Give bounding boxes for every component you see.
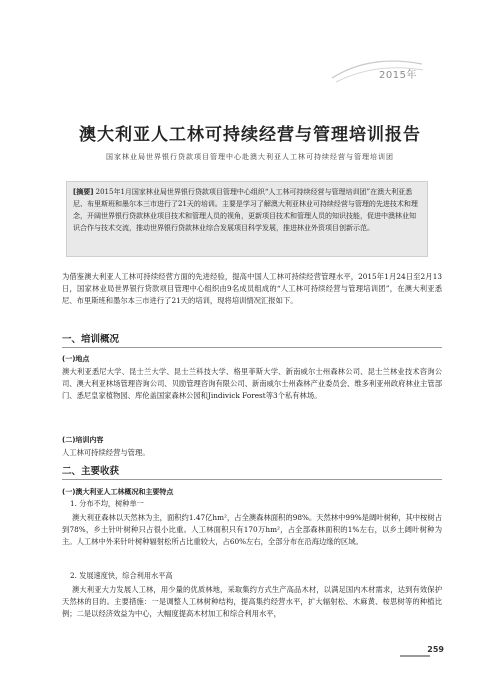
list-item-paragraph: 澳大利亚森林以天然林为主，面积约1.47亿hm²，占全澳森林面积的98%。天然林中99%是阔叶树种，其中桉树占到78%，乡土针叶树种只占很小比重。人工林面积只有170万hm²，占全部森林面积的1%左右，以乡土阔叶树种为主。人工林中外来针叶树种辐射松所占比重较大，占60%左右，全部分布在沿海边缘的区域。 (62, 513, 442, 547)
page-title: 澳大利亚人工林可持续经营与管理培训报告 (79, 125, 421, 145)
page-number-bar (400, 655, 430, 657)
abstract-tag: [摘要] (73, 188, 94, 196)
abstract-box (66, 181, 428, 257)
page-number: 259 (427, 645, 444, 654)
abstract-text: 2015年1月国家林业局世界银行贷款项目管理中心组织“人工林可持续经营与管理培训团”在澳大利亚悉尼、布里斯班和墨尔本三市进行了21天的培训。主要是学习了解澳大利亚林业可持续经营与管理的先进技术和理念，开阔世界银行贷款林业项目技术和管理人员的视角，更新项目技术和管理人员的知识技能，促进中澳林业知识合作与技术交流，推动世界银行贷款林业综合发展项目科学发展，推进林业外资项目创新示范。 (73, 188, 418, 232)
location-paragraph: 澳大利亚悉尼大学、昆士兰大学、昆士兰科技大学、格里菲斯大学、新南威尔士州森林公司、昆士兰林业技术咨询公司、澳大利亚林场管理咨询公司、贝励管理咨询有限公司、新南威尔士州森林产业委员会、维多利亚州政府林业主管部门、悉尼皇家植物园、库伦盖国家森林公园和Jindivick Forest等3个私有林场。 (62, 367, 442, 401)
list-item-label: 2. 发展速度快，综合利用水平高 (70, 571, 173, 580)
content-paragraph: 人工林可持续经营与管理。 (62, 448, 150, 457)
section-heading-gains: 二、主要收获 (62, 466, 120, 477)
section-heading-overview: 一、培训概况 (62, 334, 120, 345)
list-item-label: 1. 分布不均，树种单一 (70, 499, 144, 508)
list-item-paragraph: 澳大利亚大力发展人工林，用少量的优质林地，采取集约方式生产高品木材，以满足国内木材需求，达到有效保护天然林的目的。主要措施：一是调整人工林树种结构，提高集约经营水平，扩大辐射松、木麻黄、桉思树等的种植比例；二是以经济效益为中心，大幅度提高木材加工和综合利用水平， (62, 585, 442, 619)
author-line: 国家林业局世界银行贷款项目管理中心赴澳大利亚人工林可持续经营与管理培训团 (106, 153, 394, 161)
section-divider (62, 479, 442, 480)
intro-paragraph: 为借鉴澳大利亚人工林可持续经营方面的先进经验，提高中国人工林可持续经营管理水平，2015年1月24日至2月13日，国家林业局世界银行贷款项目管理中心组织由9名成员组成的“人工林可持续经营与管理培训团”，在澳大利亚悉尼、布里斯班和墨尔本三市进行了21天的培训，现将培训情况汇报如下。 (62, 272, 442, 306)
subsection-heading-location: (一)地点 (62, 355, 90, 363)
year-stamp (330, 58, 425, 84)
year-label: 2015年 (379, 70, 417, 81)
subsection-heading-overview-features: (一)澳大利亚人工林概况和主要特点 (62, 488, 174, 496)
subsection-heading-content: (二)培训内容 (62, 436, 104, 444)
section-divider (62, 347, 442, 348)
